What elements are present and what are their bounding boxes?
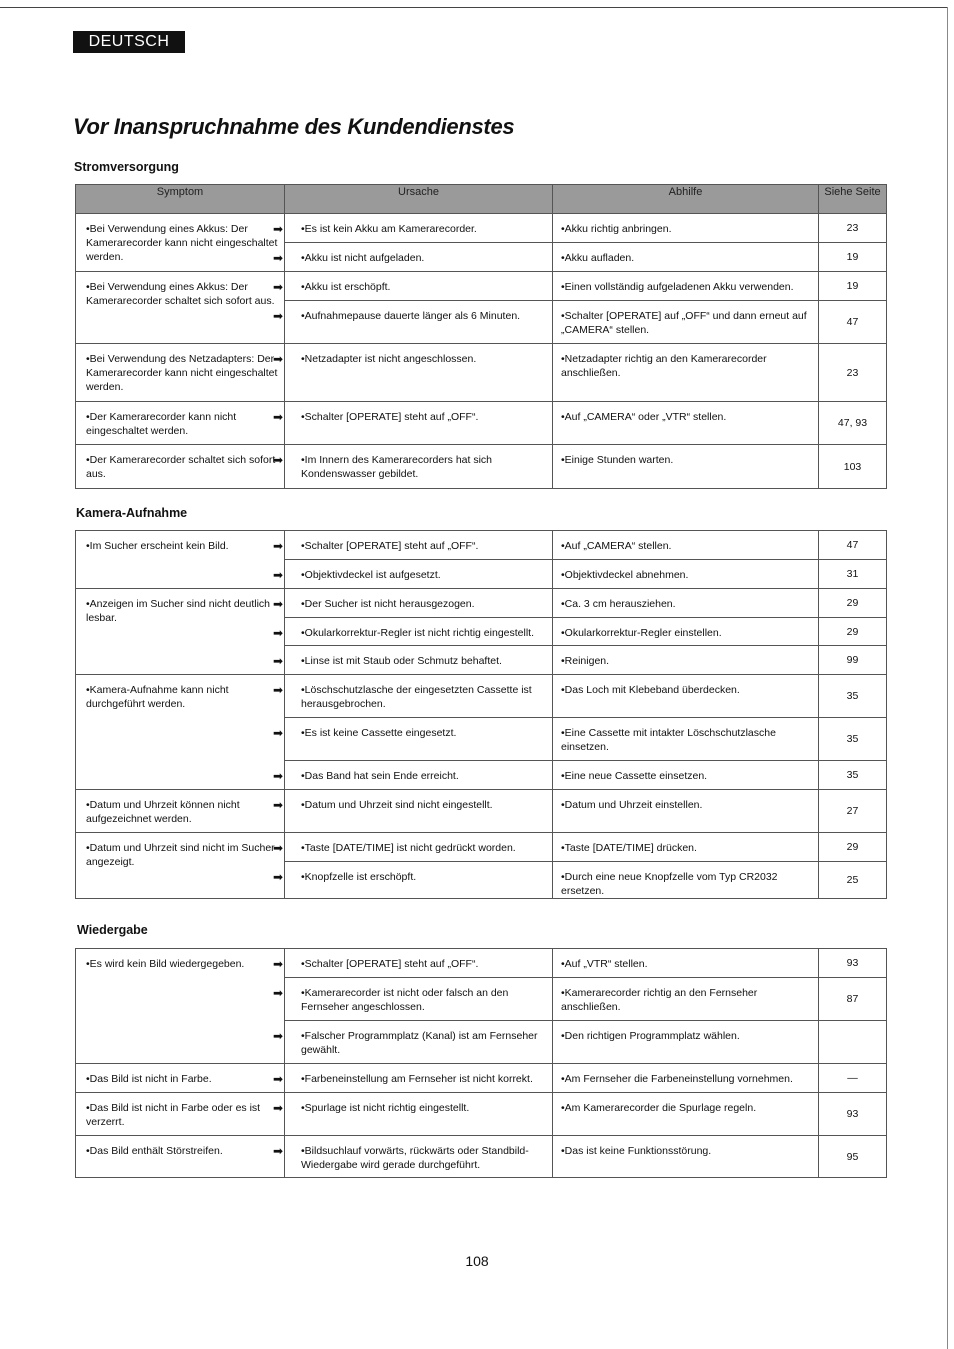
page-title: Vor Inanspruchnahme des Kundendienstes xyxy=(73,114,515,139)
troubleshooting-table-recording xyxy=(75,530,887,899)
arrow-icon: ➡ xyxy=(273,597,284,611)
cause-cell: ➡ •Netzadapter ist nicht angeschlossen. xyxy=(285,344,553,402)
remedy-cell: •Kamerarecorder richtig an den Fernseher anschließen. xyxy=(553,978,819,1021)
remedy-cell: •Auf „CAMERA“ stellen. xyxy=(553,531,819,560)
symptom-cell: •Es wird kein Bild wiedergegeben. xyxy=(76,949,285,1064)
remedy-cell: •Reinigen. xyxy=(553,646,819,675)
language-tab: DEUTSCH xyxy=(73,31,185,53)
remedy-cell: •Am Kamerarecorder die Spurlage regeln. xyxy=(553,1093,819,1136)
cause-cell: ➡ •Akku ist nicht aufgeladen. xyxy=(285,243,553,272)
remedy-cell: •Schalter [OPERATE] auf „OFF“ und dann erneut auf „CAMERA“ stellen. xyxy=(553,301,819,344)
table-row xyxy=(76,214,887,243)
remedy-cell: •Objektivdeckel abnehmen. xyxy=(553,560,819,589)
arrow-icon: ➡ xyxy=(273,1072,284,1086)
table-row xyxy=(76,589,887,618)
header-page: Siehe Seite xyxy=(819,185,887,214)
page-ref xyxy=(819,1021,887,1064)
right-rule xyxy=(947,7,948,1349)
page-ref: 29 xyxy=(819,618,887,646)
arrow-icon: ➡ xyxy=(273,769,284,783)
table-row xyxy=(76,1136,887,1178)
page-ref: 31 xyxy=(819,560,887,589)
symptom-cell: •Bei Verwendung des Netzadapters: Der Kamerarecorder kann nicht eingeschaltet werden. xyxy=(76,344,285,402)
symptom-cell: •Der Kamerarecorder kann nicht eingeschaltet werden. xyxy=(76,402,285,445)
arrow-icon: ➡ xyxy=(273,1101,284,1115)
remedy-cell: •Akku richtig anbringen. xyxy=(553,214,819,243)
arrow-icon: ➡ xyxy=(273,280,284,294)
page-ref: 19 xyxy=(819,243,887,272)
symptom-cell: •Kamera-Aufnahme kann nicht durchgeführt werden. xyxy=(76,675,285,790)
cause-cell: ➡ •Objektivdeckel ist aufgesetzt. xyxy=(285,560,553,589)
cause-cell: ➡ •Knopfzelle ist erschöpft. xyxy=(285,862,553,899)
cause-cell: ➡ •Das Band hat sein Ende erreicht. xyxy=(285,761,553,790)
arrow-icon: ➡ xyxy=(273,309,284,323)
cause-cell: ➡ •Okularkorrektur-Regler ist nicht richtig eingestellt. xyxy=(285,618,553,646)
section-heading-kamera-aufnahme: Kamera-Aufnahme xyxy=(76,506,188,520)
table-row xyxy=(76,445,887,489)
remedy-cell: •Taste [DATE/TIME] drücken. xyxy=(553,833,819,862)
header-symptom: Symptom xyxy=(76,185,285,214)
page-ref: 35 xyxy=(819,675,887,718)
cause-cell: ➡ •Schalter [OPERATE] steht auf „OFF“. xyxy=(285,531,553,560)
remedy-cell: •Akku aufladen. xyxy=(553,243,819,272)
table-row xyxy=(76,344,887,402)
page-ref: 27 xyxy=(819,790,887,833)
arrow-icon: ➡ xyxy=(273,1144,284,1158)
cause-cell: ➡ •Falscher Programmplatz (Kanal) ist am Fernseher gewählt. xyxy=(285,1021,553,1064)
table-row xyxy=(76,531,887,560)
arrow-icon: ➡ xyxy=(273,870,284,884)
table-row xyxy=(76,833,887,862)
cause-cell: ➡ •Schalter [OPERATE] steht auf „OFF“. xyxy=(285,402,553,445)
header-cause: Ursache xyxy=(285,185,553,214)
cause-cell: ➡ •Es ist keine Cassette eingesetzt. xyxy=(285,718,553,761)
arrow-icon: ➡ xyxy=(273,568,284,582)
page-ref: 25 xyxy=(819,862,887,899)
cause-cell: ➡ •Taste [DATE/TIME] ist nicht gedrückt worden. xyxy=(285,833,553,862)
remedy-cell: •Auf „VTR“ stellen. xyxy=(553,949,819,978)
table-row xyxy=(76,675,887,718)
page-ref: 35 xyxy=(819,761,887,790)
arrow-icon: ➡ xyxy=(273,352,284,366)
arrow-icon: ➡ xyxy=(273,410,284,424)
page-ref: 23 xyxy=(819,344,887,402)
page-ref: 103 xyxy=(819,445,887,489)
table-row xyxy=(76,272,887,301)
cause-cell: ➡ •Kamerarecorder ist nicht oder falsch an den Fernseher angeschlossen. xyxy=(285,978,553,1021)
page-ref: 87 xyxy=(819,978,887,1021)
table-header-row xyxy=(76,185,887,214)
header-remedy: Abhilfe xyxy=(553,185,819,214)
cause-cell: ➡ •Löschschutzlasche der eingesetzten Cassette ist herausgebrochen. xyxy=(285,675,553,718)
table-row xyxy=(76,402,887,445)
cause-cell: ➡ •Farbeneinstellung am Fernseher ist nicht korrekt. xyxy=(285,1064,553,1093)
remedy-cell: •Eine Cassette mit intakter Löschschutzlasche einsetzen. xyxy=(553,718,819,761)
page-ref: 93 xyxy=(819,1093,887,1136)
cause-cell: ➡ •Schalter [OPERATE] steht auf „OFF“. xyxy=(285,949,553,978)
table-row xyxy=(76,1093,887,1136)
arrow-icon: ➡ xyxy=(273,683,284,697)
cause-cell: ➡ •Der Sucher ist nicht herausgezogen. xyxy=(285,589,553,618)
remedy-cell: •Eine neue Cassette einsetzen. xyxy=(553,761,819,790)
symptom-cell: •Das Bild ist nicht in Farbe oder es ist verzerrt. xyxy=(76,1093,285,1136)
arrow-icon: ➡ xyxy=(273,726,284,740)
arrow-icon: ➡ xyxy=(273,453,284,467)
troubleshooting-table-playback xyxy=(75,948,887,1178)
remedy-cell: •Einige Stunden warten. xyxy=(553,445,819,489)
page-ref: 47 xyxy=(819,531,887,560)
arrow-icon: ➡ xyxy=(273,957,284,971)
page-ref: 47 xyxy=(819,301,887,344)
symptom-cell: •Datum und Uhrzeit sind nicht im Sucher angezeigt. xyxy=(76,833,285,899)
symptom-cell: •Der Kamerarecorder schaltet sich sofort aus. xyxy=(76,445,285,489)
table-row xyxy=(76,949,887,978)
remedy-cell: •Durch eine neue Knopfzelle vom Typ CR2032 ersetzen. xyxy=(553,862,819,899)
arrow-icon: ➡ xyxy=(273,539,284,553)
cause-cell: ➡ •Im Innern des Kamerarecorders hat sich Kondenswasser gebildet. xyxy=(285,445,553,489)
cause-cell: ➡ •Linse ist mit Staub oder Schmutz behaftet. xyxy=(285,646,553,675)
page-ref: 29 xyxy=(819,589,887,618)
symptom-cell: •Das Bild enthält Störstreifen. xyxy=(76,1136,285,1178)
symptom-cell: •Anzeigen im Sucher sind nicht deutlich lesbar. xyxy=(76,589,285,675)
page-ref: 29 xyxy=(819,833,887,862)
top-rule xyxy=(0,7,948,8)
arrow-icon: ➡ xyxy=(273,986,284,1000)
remedy-cell: •Das ist keine Funktionsstörung. xyxy=(553,1136,819,1178)
page-number: 108 xyxy=(465,1253,489,1269)
section-heading-stromversorgung: Stromversorgung xyxy=(74,160,179,174)
cause-cell: ➡ •Bildsuchlauf vorwärts, rückwärts oder Standbild-Wiedergabe wird gerade durchgeführt. xyxy=(285,1136,553,1178)
arrow-icon: ➡ xyxy=(273,251,284,265)
remedy-cell: •Okularkorrektur-Regler einstellen. xyxy=(553,618,819,646)
remedy-cell: •Datum und Uhrzeit einstellen. xyxy=(553,790,819,833)
symptom-cell: •Im Sucher erscheint kein Bild. xyxy=(76,531,285,589)
arrow-icon: ➡ xyxy=(273,626,284,640)
symptom-cell: •Bei Verwendung eines Akkus: Der Kamerarecorder kann nicht eingeschaltet werden. xyxy=(76,214,285,272)
remedy-cell: •Am Fernseher die Farbeneinstellung vornehmen. xyxy=(553,1064,819,1093)
page-ref: 93 xyxy=(819,949,887,978)
remedy-cell: •Auf „CAMERA“ oder „VTR“ stellen. xyxy=(553,402,819,445)
cause-cell: ➡ •Es ist kein Akku am Kamerarecorder. xyxy=(285,214,553,243)
remedy-cell: •Den richtigen Programmplatz wählen. xyxy=(553,1021,819,1064)
page-ref: 35 xyxy=(819,718,887,761)
symptom-cell: •Bei Verwendung eines Akkus: Der Kamerarecorder schaltet sich sofort aus. xyxy=(76,272,285,344)
arrow-icon: ➡ xyxy=(273,798,284,812)
page-ref: 99 xyxy=(819,646,887,675)
page-ref: 95 xyxy=(819,1136,887,1178)
page-ref: 23 xyxy=(819,214,887,243)
symptom-cell: •Datum und Uhrzeit können nicht aufgezeichnet werden. xyxy=(76,790,285,833)
remedy-cell: •Ca. 3 cm herausziehen. xyxy=(553,589,819,618)
section-heading-wiedergabe: Wiedergabe xyxy=(77,923,148,937)
cause-cell: ➡ •Aufnahmepause dauerte länger als 6 Minuten. xyxy=(285,301,553,344)
remedy-cell: •Einen vollständig aufgeladenen Akku verwenden. xyxy=(553,272,819,301)
table-row xyxy=(76,790,887,833)
cause-cell: ➡ •Datum und Uhrzeit sind nicht eingestellt. xyxy=(285,790,553,833)
symptom-cell: •Das Bild ist nicht in Farbe. xyxy=(76,1064,285,1093)
page-ref: 19 xyxy=(819,272,887,301)
arrow-icon: ➡ xyxy=(273,1029,284,1043)
troubleshooting-table-power xyxy=(75,184,887,489)
cause-cell: ➡ •Spurlage ist nicht richtig eingestellt. xyxy=(285,1093,553,1136)
remedy-cell: •Netzadapter richtig an den Kamerarecorder anschließen. xyxy=(553,344,819,402)
arrow-icon: ➡ xyxy=(273,222,284,236)
page-ref: 47, 93 xyxy=(819,402,887,445)
page-ref: — xyxy=(819,1064,887,1093)
remedy-cell: •Das Loch mit Klebeband überdecken. xyxy=(553,675,819,718)
arrow-icon: ➡ xyxy=(273,654,284,668)
arrow-icon: ➡ xyxy=(273,841,284,855)
table-row xyxy=(76,1064,887,1093)
cause-cell: ➡ •Akku ist erschöpft. xyxy=(285,272,553,301)
